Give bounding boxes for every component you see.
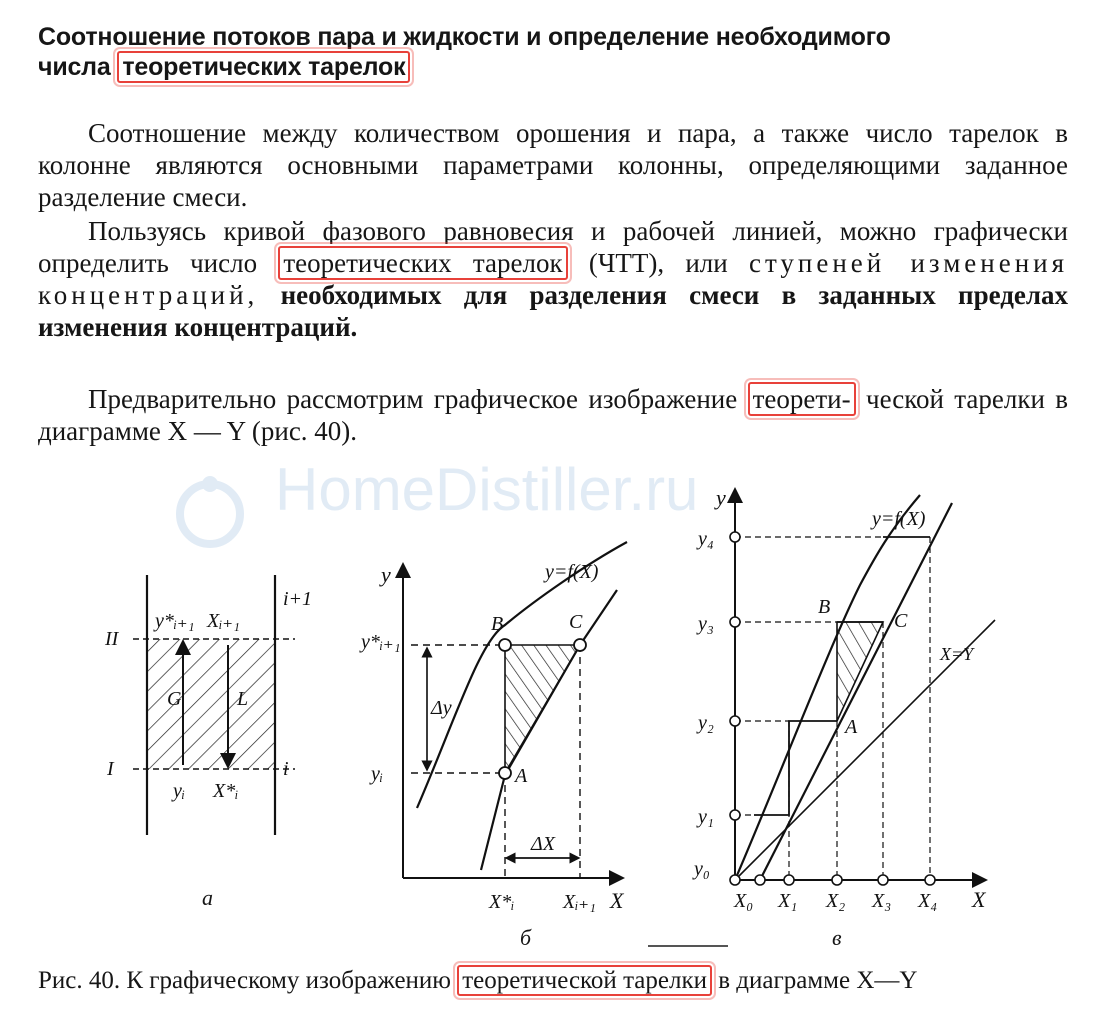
figure-c-label: в [832, 925, 842, 950]
curve-label: y=f(X) [872, 508, 926, 530]
g-label: G [167, 688, 182, 710]
heading-line-2-prefix: числа [38, 53, 111, 81]
level-II-label: II [105, 628, 119, 650]
figure-a-label: а [202, 885, 213, 910]
watermark-text: HomeDistiller.ru [275, 456, 699, 523]
paragraph-3-pre: Предварительно рассмотрим графическое изображение [88, 384, 738, 414]
figure-a [95, 565, 325, 855]
divider [648, 945, 728, 947]
figure-caption [38, 966, 1078, 996]
y-tick-3: y₃ [698, 613, 714, 635]
y-axis-label: y [716, 485, 726, 510]
paragraph-2-post: необходимых для разделения смеси в заданных пределах изменения концентраций. [38, 280, 1069, 342]
point-c-label: C [894, 610, 908, 632]
l-label: L [237, 688, 249, 710]
y-top-label: y*ᵢ₊₁ [155, 610, 195, 632]
paragraph-1-text: Соотношение между количеством орошения и пара, а также число тарелок в колонне являются основными параметрами колонны, определяющими заданное разделение смеси. [38, 118, 1068, 212]
highlight-term[interactable]: теоретических тарелок [117, 51, 410, 83]
x-tick-2: X₂ [826, 890, 846, 912]
y-tick-1: y₁ [698, 806, 714, 828]
highlight-term[interactable]: теоретических тарелок [278, 246, 567, 280]
heading-line-1: Соотношение потоков пара и жидкости и определение необходимого [38, 23, 891, 51]
y-tick-2: y₂ [698, 712, 714, 734]
point-c-label: C [569, 611, 583, 633]
paragraph-2-spaced: ступеней изменения концентраций, [38, 248, 1069, 310]
x-tick-3: X₃ [872, 890, 892, 912]
highlight-term[interactable]: теорети- [748, 382, 856, 416]
paragraph-1 [38, 117, 1068, 213]
point-a-label: A [515, 765, 528, 787]
paragraph-3-post: ческой тарелки в диаграмме X — Y (рис. 40). [38, 384, 1068, 446]
highlight-term[interactable]: теоретической тарелки [457, 965, 712, 996]
step-triangle [505, 645, 580, 773]
y-bottom-label: yᵢ [371, 763, 384, 785]
y-tick-0: y₀ [694, 858, 710, 880]
x-right-label: Xᵢ₊₁ [563, 891, 596, 913]
caption-pre: Рис. 40. К графическому изображению [38, 967, 451, 994]
level-I-label: I [107, 758, 114, 780]
y-axis-label: y [381, 562, 391, 587]
watermark-logo-icon [170, 470, 250, 550]
section-heading [38, 22, 1068, 82]
figure-b [355, 530, 645, 920]
figure-c [690, 485, 1010, 925]
point-b-label: B [491, 613, 504, 635]
point-a-label: A [845, 716, 858, 738]
paragraph-3 [38, 383, 1068, 447]
x-tick-4: X₄ [918, 890, 938, 912]
curve-label: y=f(X) [545, 561, 599, 583]
point-b-label: B [818, 596, 831, 618]
dy-label: Δy [431, 697, 452, 719]
diagonal-label: X=Y [940, 644, 974, 664]
dx-label: ΔX [531, 833, 555, 855]
x-top-label: Xᵢ₊₁ [207, 610, 240, 632]
x-left-label: X*ᵢ [489, 891, 515, 913]
right-top-label: i+1 [283, 588, 313, 610]
x-tick-0: X₀ [734, 890, 754, 912]
y-bottom-label: yᵢ [173, 780, 186, 802]
figure-b-label: б [520, 925, 532, 950]
x-axis-label: X [610, 888, 624, 913]
x-bottom-label: X*ᵢ [213, 780, 239, 802]
x-axis-label: X [972, 887, 986, 912]
paragraph-2-pre: Пользуясь кривой фазового равновесия и рабочей линией, можно графически определить число [38, 216, 1068, 278]
heading-line-2 [38, 52, 1068, 82]
y-top-label: y*ᵢ₊₁ [361, 631, 401, 653]
caption-post: в диаграмме X—Y [718, 967, 918, 994]
paragraph-2 [38, 215, 1068, 343]
paragraph-2-mid: (ЧТТ), или [588, 248, 728, 278]
x-tick-1: X₁ [778, 890, 798, 912]
equilibrium-curve [735, 495, 920, 880]
right-bottom-label: i [283, 758, 289, 780]
y-tick-4: y₄ [698, 528, 714, 550]
